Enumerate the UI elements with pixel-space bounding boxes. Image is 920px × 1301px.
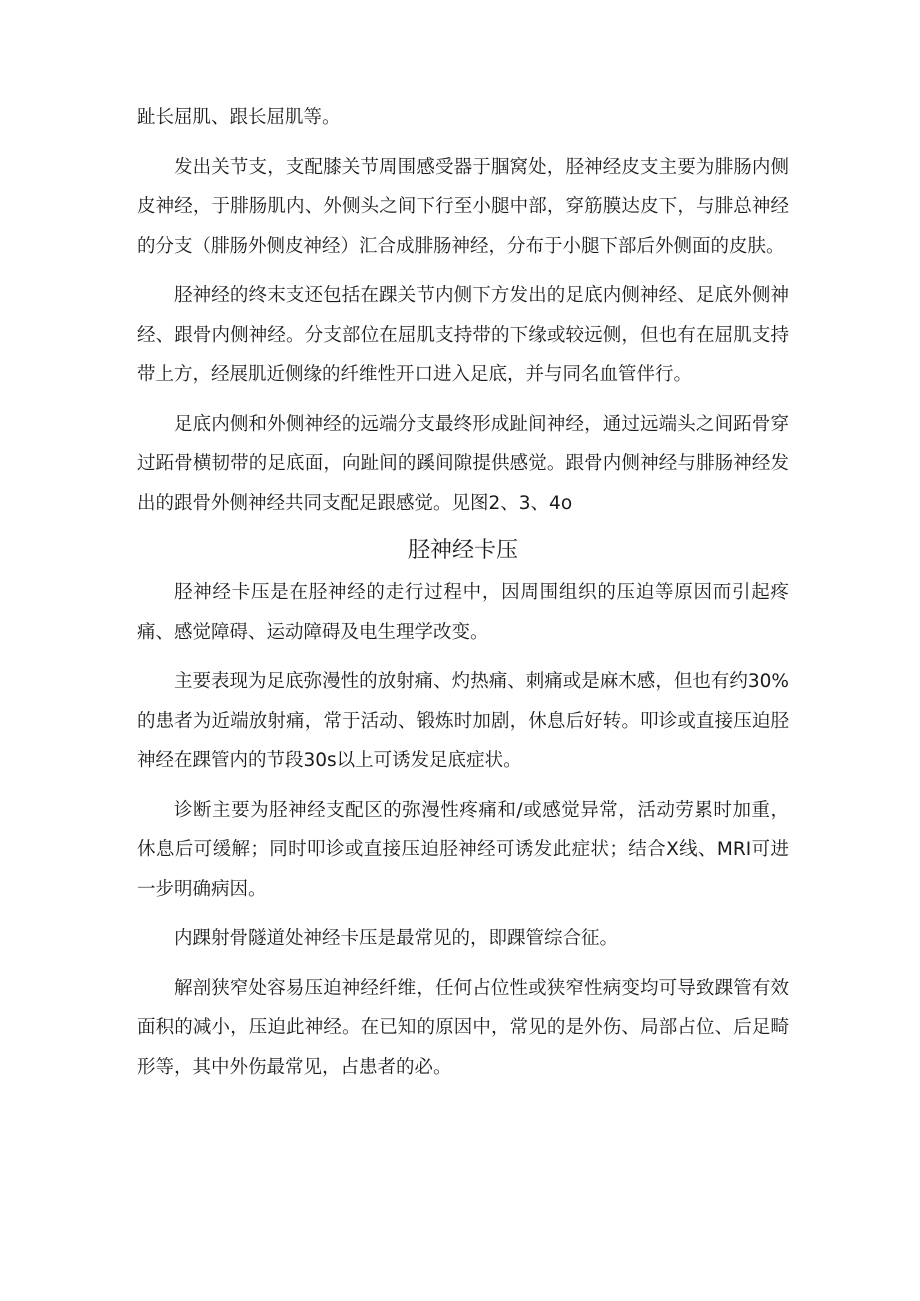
paragraph: 胫神经的终末支还包括在踝关节内侧下方发出的足底内侧神经、足底外侧神经、跟骨内侧神经。分支部位在屈肌支持带的下缘或较远侧，但也有在屈肌支持带上方，经展肌近侧缘的纤维性开口进入足底，并与同名血管伴行。 [137, 285, 789, 385]
paragraph: 足底内侧和外侧神经的远端分支最终形成趾间神经，通过远端头之间跖骨穿过跖骨横韧带的足底面，向趾间的蹊间隙提供感觉。跟骨内侧神经与腓肠神经发出的跟骨外侧神经共同支配足跟感觉。见图2、3、4o [137, 413, 789, 514]
document-body [137, 98, 789, 1097]
paragraph: 胫神经卡压是在胫神经的走行过程中，因周围组织的压迫等原因而引起疼痛、感觉障碍、运动障碍及电生理学改变。 [137, 582, 789, 643]
paragraph: 内踝射骨隧道处神经卡压是最常见的，即踝管综合征。 [174, 928, 619, 949]
paragraph: 诊断主要为胫神经支配区的弥漫性疼痛和/或感觉异常，活动劳累时加重，休息后可缓解；同时叩诊或直接压迫胫神经可诱发此症状；结合X线、MRI可进一步明确病因。 [137, 799, 789, 900]
section-heading: 胫神经卡压 [407, 538, 518, 563]
paragraph: 主要表现为足底弥漫性的放射痛、灼热痛、刺痛或是麻木感，但也有约30%的患者为近端放射痛，常于活动、锻炼时加剧，休息后好转。叩诊或直接压迫胫神经在踝管内的节段30s以上可诱发足底症状。 [137, 671, 789, 771]
paragraph: 解剖狭窄处容易压迫神经纤维，任何占位性或狭窄性病变均可导致踝管有效面积的减小，压迫此神经。在已知的原因中，常见的是外伤、局部占位、后足畸形等，其中外伤最常见，占患者的必。 [137, 977, 789, 1078]
paragraph: 发出关节支，支配膝关节周围感受器于腘窝处，胫神经皮支主要为腓肠内侧皮神经，于腓肠肌内、外侧头之间下行至小腿中部，穿筋膜达皮下，与腓总神经的分支（腓肠外侧皮神经）汇合成腓肠神经，分布于小腿下部后外侧面的皮肤。 [137, 156, 789, 257]
paragraph: 趾长屈肌、跟长屈肌等。 [137, 107, 341, 128]
